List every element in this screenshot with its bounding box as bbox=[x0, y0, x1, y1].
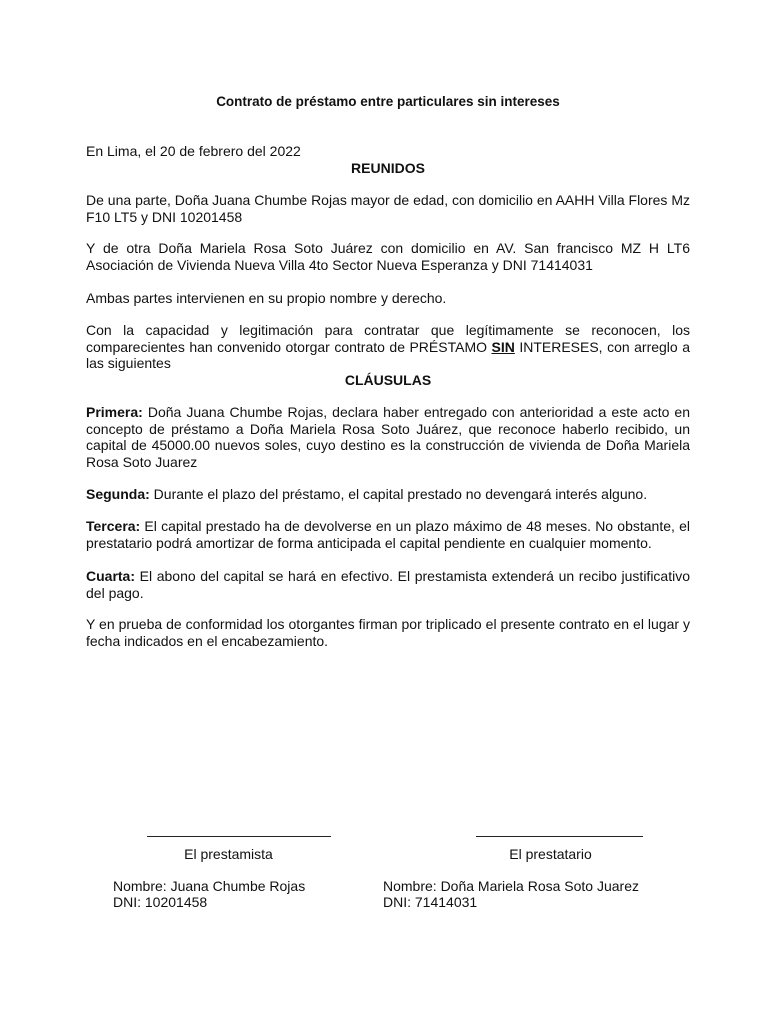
clause-cuarta bbox=[86, 568, 690, 601]
party-1-paragraph: De una parte, Doña Juana Chumbe Rojas mayor de edad, con domicilio en AAHH Villa Flores Mz F10 LT5 y DNI 10201458 bbox=[86, 192, 690, 225]
clause-label: Tercera: bbox=[86, 518, 141, 534]
clause-label: Primera: bbox=[86, 404, 143, 420]
capacity-sin-emphasis: SIN bbox=[491, 338, 515, 355]
clause-label: Segunda: bbox=[86, 486, 150, 502]
party-2-paragraph: Y de otra Doña Mariela Rosa Soto Juárez con domicilio en AV. San francisco MZ H LT6 Asociación de Vivienda Nueva Villa 4to Sector Nueva Esperanza y DNI 71414031 bbox=[86, 240, 690, 273]
capacity-paragraph bbox=[86, 322, 690, 372]
capacity-text-post: INTERESES, con arreglo a las siguientes bbox=[86, 338, 690, 371]
borrower-name: Nombre: Doña Mariela Rosa Soto Juarez bbox=[383, 878, 640, 894]
document-page bbox=[86, 0, 690, 1024]
lender-name: Nombre: Juana Chumbe Rojas bbox=[113, 878, 306, 894]
borrower-signature-line bbox=[476, 836, 643, 837]
borrower-role-label: El prestatario bbox=[509, 846, 592, 862]
both-parties-paragraph: Ambas partes intervienen en su propio nombre y derecho. bbox=[86, 290, 447, 306]
clausulas-heading: CLÁUSULAS bbox=[344, 372, 432, 388]
capacity-text-pre: Con la capacidad y legitimación para contratar que legítimamente se reconocen, los comparecientes han convenido otorgar contrato de PRÉSTAMO bbox=[86, 322, 690, 355]
clause-label: Cuarta: bbox=[86, 568, 136, 584]
reunidos-heading: REUNIDOS bbox=[351, 160, 425, 176]
document-title: Contrato de préstamo entre particulares sin intereses bbox=[216, 94, 560, 109]
clause-segunda bbox=[86, 486, 690, 503]
clause-primera bbox=[86, 404, 690, 470]
clause-text: El abono del capital se hará en efectivo. El prestamista extenderá un recibo justificativo del pago. bbox=[86, 568, 690, 601]
clause-text: El capital prestado ha de devolverse en un plazo máximo de 48 meses. No obstante, el prestatario podrá amortizar de forma anticipada el capital pendiente en cualquier momento. bbox=[86, 518, 690, 551]
closing-paragraph: Y en prueba de conformidad los otorgantes firman por triplicado el presente contrato en el lugar y fecha indicados en el encabezamiento. bbox=[86, 616, 690, 649]
clause-text: Durante el plazo del préstamo, el capital prestado no devengará interés alguno. bbox=[149, 486, 648, 502]
lender-role-label: El prestamista bbox=[184, 846, 273, 862]
clause-text: Doña Juana Chumbe Rojas, declara haber entregado con anterioridad a este acto en concepto de préstamo a Doña Mariela Rosa Soto Juárez, que reconoce haberlo recibido, un capital de 45000.00 nuevos soles, cuyo destino es la construcción de vivienda de Doña Mariela Rosa Soto Juarez bbox=[86, 404, 690, 470]
lender-signature-line bbox=[147, 836, 331, 837]
lender-dni: DNI: 10201458 bbox=[113, 894, 208, 910]
place-date: En Lima, el 20 de febrero del 2022 bbox=[86, 143, 301, 159]
clause-tercera bbox=[86, 518, 690, 551]
borrower-dni: DNI: 71414031 bbox=[383, 894, 478, 910]
